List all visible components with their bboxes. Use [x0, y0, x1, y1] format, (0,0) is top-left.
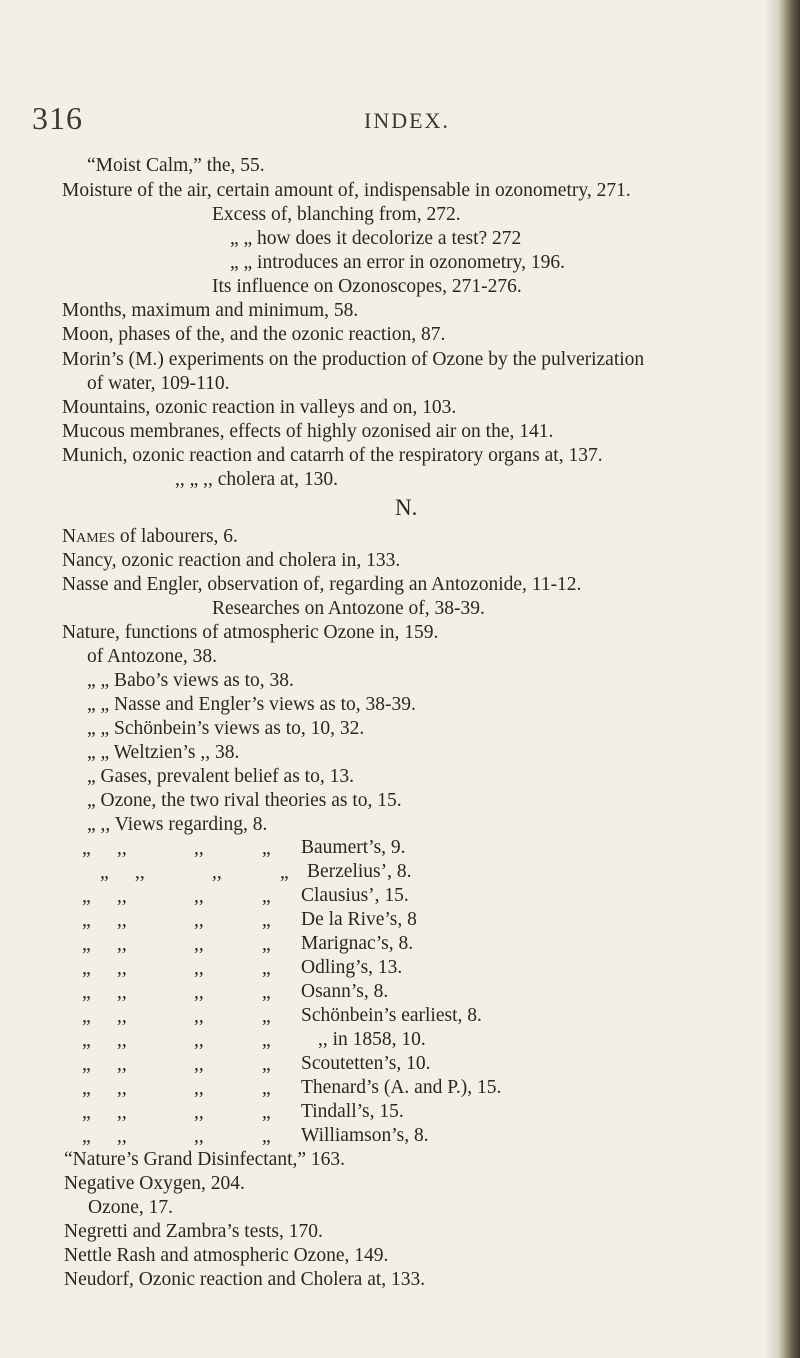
index-subentry: Researches on Antozone of, 38-39. [212, 598, 485, 619]
ditto-marks: „ ,, ,, „ [82, 910, 271, 931]
index-subentry: Thenard’s (A. and P.), 15. [301, 1077, 502, 1098]
index-subentry: Ozone, 17. [88, 1197, 174, 1218]
ditto-marks: „ ,, ,, „ [82, 1054, 271, 1075]
index-entry [62, 526, 238, 548]
section-letter: N. [395, 495, 418, 520]
page-edge-shadow [766, 0, 800, 1358]
ditto-marks: „ ,, ,, „ [82, 958, 271, 979]
index-subentry: „ „ Weltzien’s ,, 38. [87, 742, 240, 763]
ditto-marks: „ ,, ,, „ [82, 934, 271, 955]
page-title: INDEX. [364, 108, 450, 133]
index-subentry: „ Ozone, the two rival theories as to, 15. [87, 790, 402, 811]
index-entry: Morin’s (M.) experiments on the production of Ozone by the pulverization [62, 349, 645, 370]
index-subentry: Excess of, blanching from, 272. [212, 204, 461, 225]
entry-text: of labourers, 6. [114, 526, 238, 547]
ditto-marks: „ ,, ,, „ [82, 1030, 271, 1051]
index-subentry: Schönbein’s earliest, 8. [301, 1005, 482, 1026]
index-entry: Nasse and Engler, observation of, regarding an Antozonide, 11-12. [62, 574, 582, 595]
index-subentry: Tindall’s, 15. [301, 1101, 404, 1122]
ditto-marks: „ ,, ,, „ [82, 838, 271, 859]
index-entry: “Nature’s Grand Disinfectant,” 163. [64, 1149, 346, 1170]
index-subentry: ,, „ ,, cholera at, 130. [175, 469, 338, 490]
index-subentry: De la Rive’s, 8 [301, 909, 417, 930]
index-subentry: Clausius’, 15. [301, 885, 409, 906]
index-entry: Nettle Rash and atmospheric Ozone, 149. [64, 1245, 389, 1266]
index-entry-continuation: of water, 109-110. [87, 373, 230, 394]
index-subentry: Berzelius’, 8. [307, 861, 412, 882]
index-subentry: „ „ how does it decolorize a test? 272 [230, 228, 522, 249]
index-entry: Nancy, ozonic reaction and cholera in, 133. [62, 550, 401, 571]
ditto-marks: „ ,, ,, „ [82, 886, 271, 907]
index-subentry: Osann’s, 8. [301, 981, 389, 1002]
ditto-marks: „ ,, ,, „ [82, 1126, 271, 1147]
index-entry: Mucous membranes, effects of highly ozonised air on the, 141. [62, 421, 554, 442]
ditto-marks: „ ,, ,, „ [82, 1102, 271, 1123]
index-entry: Nature, functions of atmospheric Ozone in, 159. [62, 622, 439, 643]
index-entry: Munich, ozonic reaction and catarrh of the respiratory organs at, 137. [62, 445, 603, 466]
index-subentry: Williamson’s, 8. [301, 1125, 429, 1146]
index-entry: Negative Oxygen, 204. [64, 1173, 245, 1194]
index-entry: “Moist Calm,” the, 55. [87, 155, 265, 176]
ditto-marks: „ ,, ,, „ [82, 982, 271, 1003]
page-number: 316 [32, 100, 83, 136]
index-subentry: of Antozone, 38. [87, 646, 217, 667]
index-entry: Mountains, ozonic reaction in valleys and on, 103. [62, 397, 457, 418]
index-subentry: Its influence on Ozonoscopes, 271-276. [212, 276, 522, 297]
index-subentry: Scoutetten’s, 10. [301, 1053, 431, 1074]
index-subentry: „ „ introduces an error in ozonometry, 196. [230, 252, 565, 273]
ditto-marks: „ ,, ,, „ [82, 1006, 271, 1027]
index-subentry: „ „ Nasse and Engler’s views as to, 38-39. [87, 694, 416, 715]
index-entry: Months, maximum and minimum, 58. [62, 300, 359, 321]
ditto-marks: „ ,, ,, „ [100, 862, 289, 883]
index-subentry: „ „ Schönbein’s views as to, 10, 32. [87, 718, 365, 739]
index-subentry: Baumert’s, 9. [301, 837, 406, 858]
ditto-marks: „ ,, ,, „ [82, 1078, 271, 1099]
index-entry: Moisture of the air, certain amount of, indispensable in ozonometry, 271. [62, 180, 631, 201]
index-subentry: Marignac’s, 8. [301, 933, 414, 954]
index-subentry: „ „ Babo’s views as to, 38. [87, 670, 294, 691]
index-subentry: Odling’s, 13. [301, 957, 403, 978]
index-entry: Moon, phases of the, and the ozonic reaction, 87. [62, 324, 446, 345]
entry-keyword: Names [62, 526, 115, 547]
index-entry: Negretti and Zambra’s tests, 170. [64, 1221, 323, 1242]
index-subentry: ,, in 1858, 10. [318, 1029, 426, 1050]
index-subentry: „ ,, Views regarding, 8. [87, 814, 268, 835]
index-subentry: „ Gases, prevalent belief as to, 13. [87, 766, 354, 787]
index-entry: Neudorf, Ozonic reaction and Cholera at, 133. [64, 1269, 426, 1290]
